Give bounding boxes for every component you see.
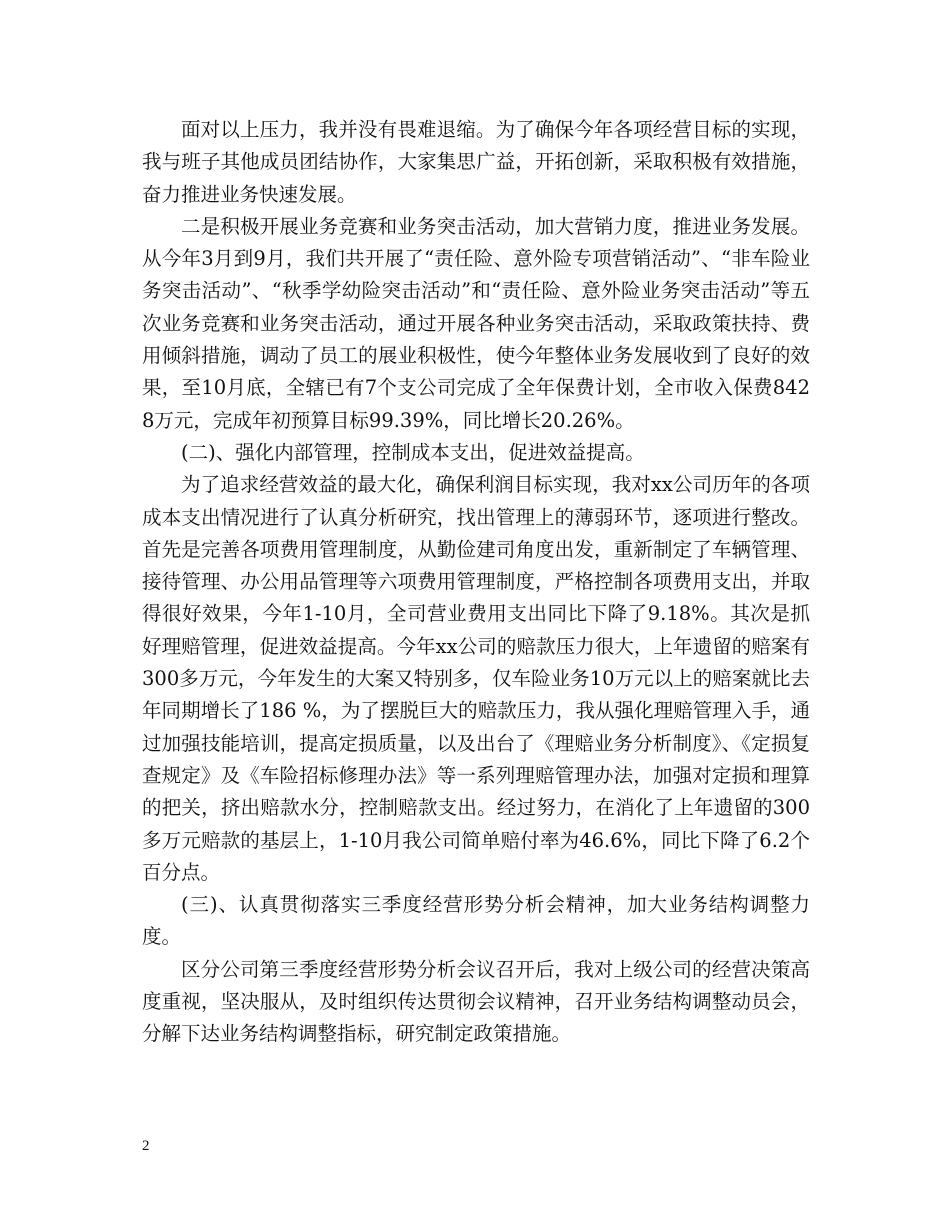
paragraph-quarterly-meeting: 区分公司第三季度经营形势分析会议召开后，我对上级公司的经营决策高度重视，坚决服从，及时组织传达贯彻会议精神，召开业务结构调整动员会，分解下达业务结构调整指标，研究制定政策措施。 [142,957,810,1046]
section-heading-internal-management: (二)、强化内部管理，控制成本支出，促进效益提高。 [181,440,645,464]
document-body [142,114,810,1051]
paragraph-cost-control: 为了追求经营效益的最大化，确保利润目标实现，我对xx公司历年的各项成本支出情况进行了认真分析研究，找出管理上的薄弱环节，逐项进行整改。首先是完善各项费用管理制度，从勤俭建司角度出发，重新制定了车辆管理、接待管理、办公用品管理等六项费用管理制度，严格控制各项费用支出，并取得很好效果，今年1-10月，全司营业费用支出同比下降了9.18%。其次是抓好理赔管理，促进效益提高。今年xx公司的赔款压力很大，上年遗留的赔案有300多万元，今年发生的大案又特别多，仅车险业务10万元以上的赔案就比去年同期增长了186 %，为了摆脱巨大的赔款压力，我从强化理赔管理入手，通过加强技能培训，提高定损质量，以及出台了《理赔业务分析制度》、《定损复查规定》及《车险招标修理办法》等一系列理赔管理办法，加强对定损和理算的把关，挤出赔款水分，控制赔款支出。经过努力，在消化了上年遗留的300多万元赔款的基层上，1-10月我公司简单赔付率为46.6%，同比下降了6.2个百分点。 [142,473,810,884]
section-heading-structure-adjustment: (三)、认真贯彻落实三季度经营形势分析会精神，加大业务结构调整力度。 [142,893,810,949]
page-number: 2 [142,1138,150,1154]
paragraph-pressure: 面对以上压力，我并没有畏难退缩。为了确保今年各项经营目标的实现，我与班子其他成员团结协作，大家集思广益，开拓创新，采取积极有效措施，奋力推进业务快速发展。 [142,118,810,206]
paragraph-business-competition: 二是积极开展业务竞赛和业务突击活动，加大营销力度，推进业务发展。从今年3月到9月，我们共开展了“责任险、意外险专项营销活动”、“非车险业务突击活动”、“秋季学幼险突击活动”和“责任险、意外险业务突击活动”等五次业务竞赛和业务突击活动，通过开展各种业务突击活动，采取政策扶持、费用倾斜措施，调动了员工的展业积极性，使今年整体业务发展收到了良好的效果，至10月底，全辖已有7个支公司完成了全年保费计划，全市收入保费8428万元，完成年初预算目标99.39%，同比增长20.26%。 [142,214,810,432]
